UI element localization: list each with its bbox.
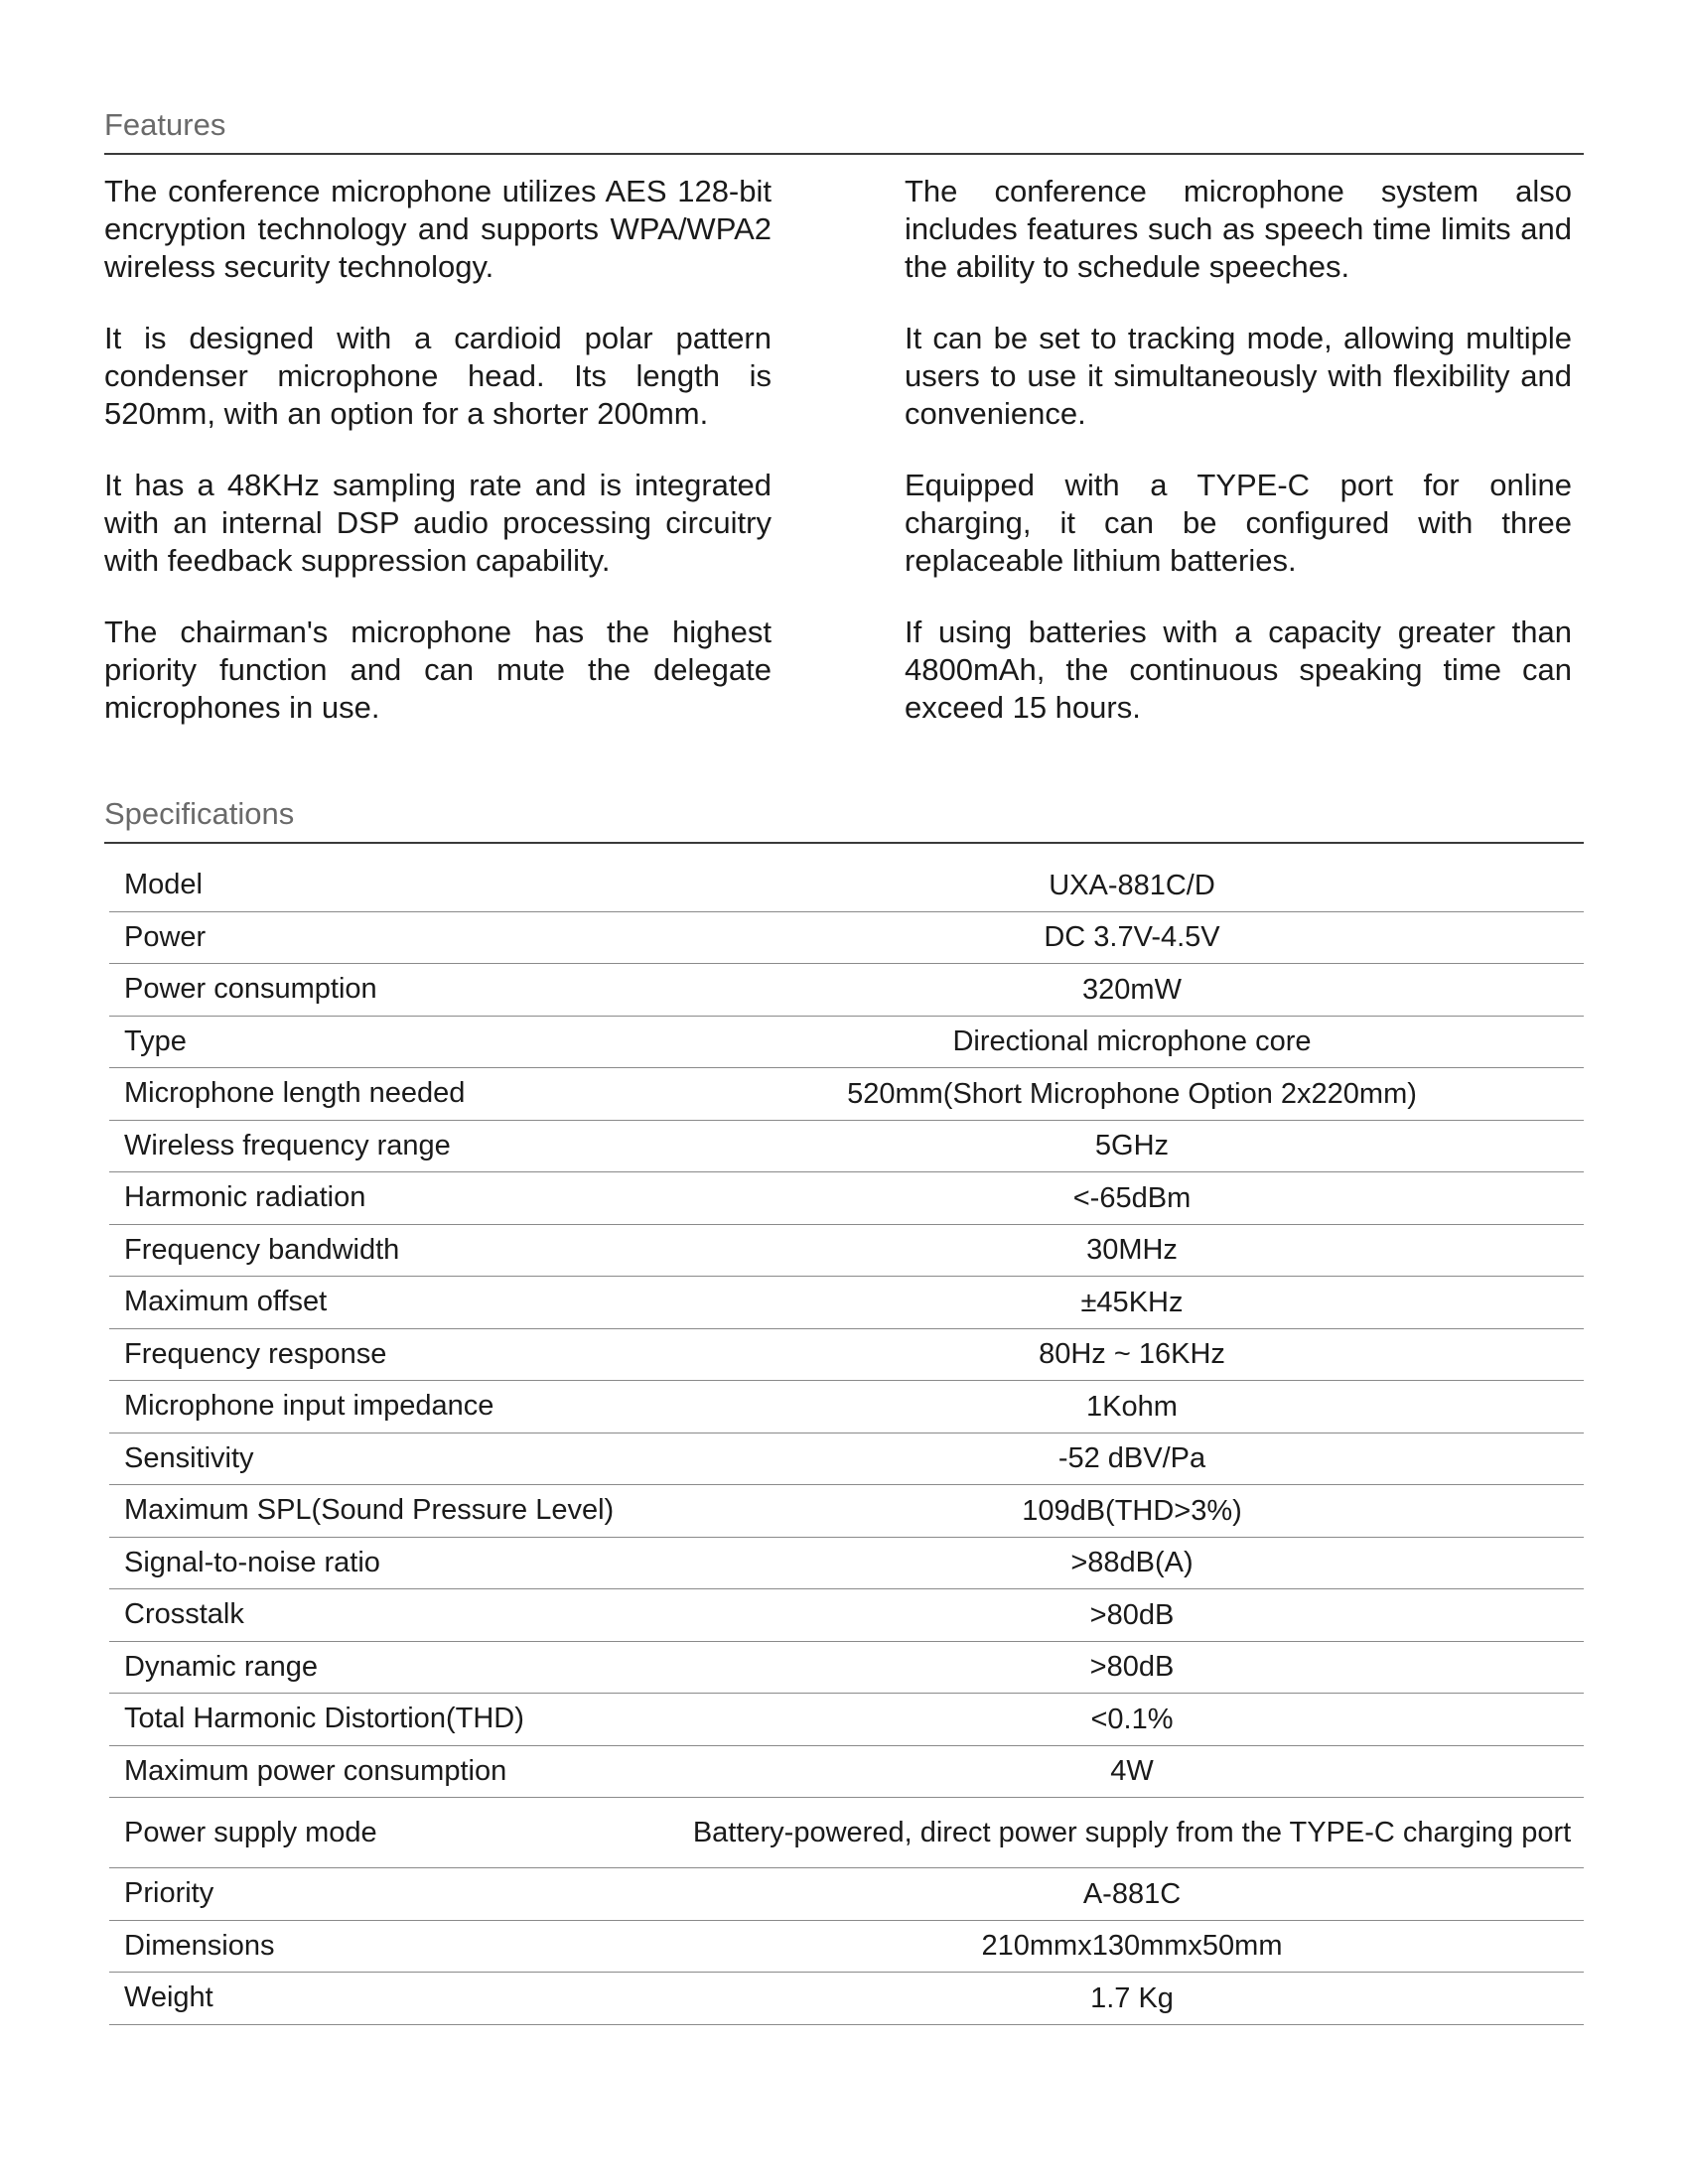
feature-paragraph: It can be set to tracking mode, allowing multiple users to use it simultaneously with flexibility and convenience. bbox=[905, 321, 1572, 431]
spec-value: <0.1% bbox=[680, 1694, 1584, 1746]
table-row bbox=[109, 1120, 1584, 1172]
table-row bbox=[109, 1433, 1584, 1485]
feature-paragraph: Equipped with a TYPE-C port for online charging, it can be configured with three replaceable lithium batteries. bbox=[905, 468, 1572, 578]
spec-label: Priority bbox=[109, 1868, 680, 1921]
features-right-column bbox=[905, 173, 1572, 760]
spec-label: Maximum offset bbox=[109, 1277, 680, 1329]
table-row bbox=[109, 1973, 1584, 2025]
table-row bbox=[109, 1589, 1584, 1642]
spec-value: Directional microphone core bbox=[680, 1016, 1584, 1068]
table-row bbox=[109, 1798, 1584, 1868]
feature-paragraph: The conference microphone utilizes AES 128-bit encryption technology and supports WPA/WPA2 wireless security technology. bbox=[104, 174, 772, 284]
feature-paragraph: It is designed with a cardioid polar pattern condenser microphone head. Its length is 520mm, with an option for a shorter 200mm. bbox=[104, 321, 772, 431]
spec-label: Maximum power consumption bbox=[109, 1745, 680, 1798]
spec-label: Power consumption bbox=[109, 964, 680, 1017]
spec-label: Frequency response bbox=[109, 1328, 680, 1381]
spec-label: Sensitivity bbox=[109, 1433, 680, 1485]
table-row bbox=[109, 1068, 1584, 1121]
spec-value: 320mW bbox=[680, 964, 1584, 1017]
table-row bbox=[109, 1745, 1584, 1798]
spec-value: >88dB(A) bbox=[680, 1537, 1584, 1589]
feature-paragraph: It has a 48KHz sampling rate and is integrated with an internal DSP audio processing circuitry with feedback suppression capability. bbox=[104, 468, 772, 578]
spec-value: >80dB bbox=[680, 1589, 1584, 1642]
table-row bbox=[109, 1920, 1584, 1973]
specifications-heading: Specifications bbox=[104, 796, 1584, 844]
spec-value: 4W bbox=[680, 1745, 1584, 1798]
spec-label: Type bbox=[109, 1016, 680, 1068]
table-row bbox=[109, 1381, 1584, 1433]
spec-label: Model bbox=[109, 860, 680, 911]
table-row bbox=[109, 1868, 1584, 1921]
table-row bbox=[109, 1016, 1584, 1068]
spec-label: Harmonic radiation bbox=[109, 1172, 680, 1225]
table-row bbox=[109, 911, 1584, 964]
spec-label: Microphone length needed bbox=[109, 1068, 680, 1121]
spec-label: Weight bbox=[109, 1973, 680, 2025]
spec-value: 5GHz bbox=[680, 1120, 1584, 1172]
features-heading: Features bbox=[104, 107, 1584, 155]
spec-value: 210mmx130mmx50mm bbox=[680, 1920, 1584, 1973]
spec-value: 109dB(THD>3%) bbox=[680, 1485, 1584, 1538]
spec-sheet-page bbox=[104, 0, 1584, 2025]
spec-label: Maximum SPL(Sound Pressure Level) bbox=[109, 1485, 680, 1538]
spec-value: 1Kohm bbox=[680, 1381, 1584, 1433]
spec-value: >80dB bbox=[680, 1641, 1584, 1694]
spec-value: 1.7 Kg bbox=[680, 1973, 1584, 2025]
spec-value: ±45KHz bbox=[680, 1277, 1584, 1329]
table-row bbox=[109, 1172, 1584, 1225]
spec-value: Battery-powered, direct power supply from the TYPE-C charging port bbox=[680, 1798, 1584, 1868]
table-row bbox=[109, 1694, 1584, 1746]
spec-value: <-65dBm bbox=[680, 1172, 1584, 1225]
spec-value: -52 dBV/Pa bbox=[680, 1433, 1584, 1485]
spec-value: A-881C bbox=[680, 1868, 1584, 1921]
table-row bbox=[109, 1537, 1584, 1589]
table-row bbox=[109, 1641, 1584, 1694]
table-row bbox=[109, 964, 1584, 1017]
spec-label: Signal-to-noise ratio bbox=[109, 1537, 680, 1589]
table-row bbox=[109, 1485, 1584, 1538]
specifications-table bbox=[109, 860, 1584, 2025]
feature-paragraph: The chairman's microphone has the highest priority function and can mute the delegate microphones in use. bbox=[104, 614, 772, 725]
table-row bbox=[109, 1224, 1584, 1277]
spec-label: Total Harmonic Distortion(THD) bbox=[109, 1694, 680, 1746]
spec-label: Microphone input impedance bbox=[109, 1381, 680, 1433]
feature-paragraph: If using batteries with a capacity greater than 4800mAh, the continuous speaking time can exceed 15 hours. bbox=[905, 614, 1572, 725]
spec-label: Crosstalk bbox=[109, 1589, 680, 1642]
spec-label: Frequency bandwidth bbox=[109, 1224, 680, 1277]
table-row bbox=[109, 860, 1584, 911]
feature-paragraph: The conference microphone system also includes features such as speech time limits and the ability to schedule speeches. bbox=[905, 174, 1572, 284]
spec-value: UXA-881C/D bbox=[680, 860, 1584, 911]
spec-label: Wireless frequency range bbox=[109, 1120, 680, 1172]
features-columns bbox=[104, 173, 1584, 760]
spec-value: DC 3.7V-4.5V bbox=[680, 911, 1584, 964]
spec-label: Dimensions bbox=[109, 1920, 680, 1973]
features-left-column bbox=[104, 173, 772, 760]
spec-value: 80Hz ~ 16KHz bbox=[680, 1328, 1584, 1381]
spec-value: 520mm(Short Microphone Option 2x220mm) bbox=[680, 1068, 1584, 1121]
spec-label: Power supply mode bbox=[109, 1798, 680, 1868]
table-row bbox=[109, 1277, 1584, 1329]
spec-value: 30MHz bbox=[680, 1224, 1584, 1277]
table-row bbox=[109, 1328, 1584, 1381]
spec-label: Power bbox=[109, 911, 680, 964]
spec-label: Dynamic range bbox=[109, 1641, 680, 1694]
